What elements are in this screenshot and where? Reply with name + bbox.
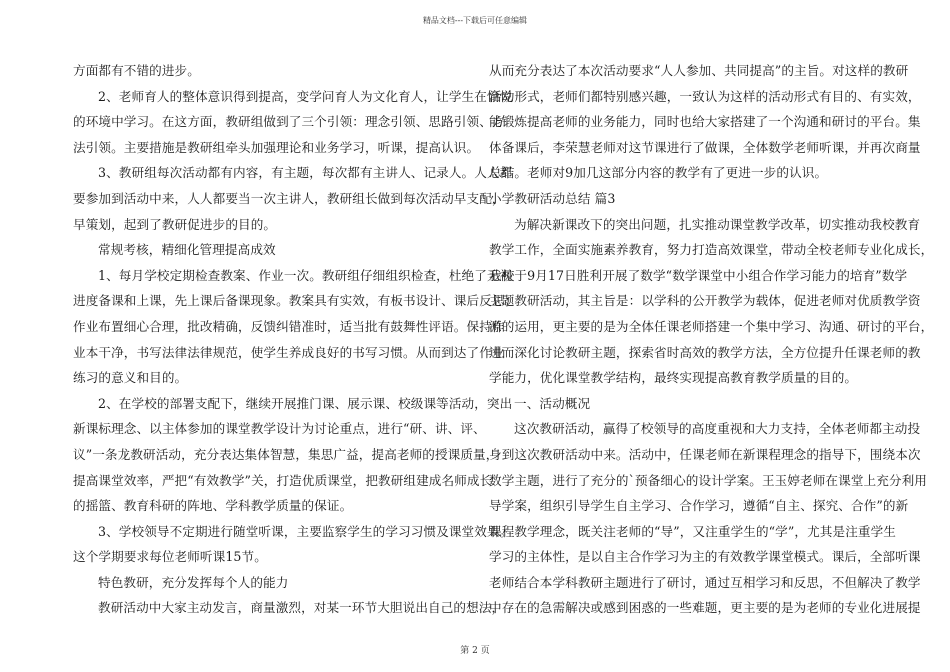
text-line: 一、活动概况	[514, 395, 591, 411]
text-line: 新课标理念、以主体参加的课堂教学设计为讨论重点，进行“研、讲、评、	[73, 421, 486, 437]
text-line: 导学案，组织引导学生自主学习、合作学习，遵循“自主、探究、合作”的新	[489, 498, 909, 514]
text-line: 3、教研组每次活动都有内容，有主题，每次都有主讲人、记录人。人人都	[98, 165, 513, 181]
text-line: 中存在的急需解决或感到困惑的一些难题，更主要的是为老师的专业化进展提	[489, 600, 921, 616]
text-line: 法引领。主要措施是教研组牵头加强理论和业务学习，听课，提高认识。	[73, 139, 480, 155]
text-line: 活动形式，老师们都特别感兴趣，一致认为这样的活动形式有目的、有实效，	[489, 88, 921, 104]
text-line: 的摇篮、教育科研的阵地、学科教学质量的保证。	[73, 498, 353, 514]
text-line: 课程教学理念，既关注老师的“导”，又注重学生的“学”，尤其是注重学生	[489, 523, 896, 539]
right-column	[489, 58, 934, 621]
text-line: 教研活动中大家主动发言，商量激烈，对某一环节大胆说出自己的想法，	[98, 600, 505, 616]
text-line: 学能力，优化课堂教学结构，最终实现提高教育教学质量的目的。	[489, 370, 858, 386]
text-line: 从而充分表达了本次活动要求“人人参加、共同提高”的主旨。对这样的教研	[489, 63, 909, 78]
text-line: 的环境中学习。在这方面，教研组做到了三个引领：理念引领、思路引领、方	[73, 114, 505, 130]
text-line: 议”一条龙教研活动，充分表达集体智慧，集思广益，提高老师的授课质量，	[73, 446, 499, 462]
text-line: 常规考核，精细化管理提高成效	[98, 242, 276, 258]
text-line: 2、在学校的部署支配下，继续开展推门课、展示课、校级课等活动，突出	[98, 395, 513, 411]
text-line: 进而深化讨论教研主题，探索省时高效的教学方法，全方位提升任课老师的教	[489, 344, 921, 360]
text-line: 练习的意义和目的。	[73, 370, 188, 386]
page-header: 精品文档---下载后可任意编辑	[422, 16, 528, 25]
text-line: 老师结合本学科教研主题进行了研讨，通过互相学习和反思，不但解决了教学	[489, 574, 921, 590]
text-line: 这个学期要求每位老师听课15节。	[73, 549, 267, 565]
text-line: 早策划，起到了教研促进步的目的。	[73, 216, 277, 232]
text-line: 我校于9月17日胜利开展了数学“数学课堂中小组合作学习能力的培育”数学	[489, 267, 908, 283]
text-line: 教学工作，全面实施素养教育，努力打造高效课堂，带动全校老师专业化成长，	[489, 242, 934, 258]
text-line: 数学主题，进行了充分的`预备细心的设计学案。王玉婷老师在课堂上充分利用	[489, 472, 927, 488]
text-line: 提高课堂效率，严把“有效教学”关，打造优质课堂，把教研组建成名师成长	[73, 472, 493, 488]
text-line: 2、老师育人的整体意识得到提高，变学问育人为文化育人，让学生在愉悦	[98, 88, 513, 104]
text-line: 要参加到活动中来，人人都要当一次主讲人，教研组长做到每次活动早支配，	[73, 190, 505, 206]
left-column	[73, 58, 518, 621]
text-line: 进度备课和上课，先上课后备课现象。教案具有实效，有板书设计、课后反思；	[73, 293, 518, 309]
text-line: 体备课后，李荣慧老师对这节课进行了做课，全体数学老师听课，并再次商量	[489, 139, 921, 155]
text-line: 3、学校领导不定期进行随堂听课，主要监察学生的学习习惯及课堂效果。	[98, 523, 513, 539]
text-line: 这次教研活动，赢得了校领导的高度重视和大力支持，全体老师都主动投	[514, 421, 921, 437]
text-line: 小学教研活动总结 篇3	[489, 190, 616, 206]
text-line: 方面都有不错的进步。	[73, 63, 200, 78]
text-line: 主题教研活动，其主旨是：以学科的公开教学为载体，促进老师对优质教学资	[489, 293, 921, 309]
text-line: 特色教研，充分发挥每个人的能力	[98, 574, 289, 590]
text-line: 作业布置细心合理，批改精确，反馈纠错准时，适当批有鼓舞性评语。保持作	[73, 318, 505, 334]
page-number: 第 2 页	[460, 646, 490, 656]
text-line: 为解决新课改下的突出问题，扎实推动课堂教学改革，切实推动我校教育	[514, 216, 921, 232]
text-line: 能锻炼提高老师的业务能力，同时也给大家搭建了一个沟通和研讨的平台。集	[489, 114, 921, 130]
text-line: 学习的主体性，是以自主合作学习为主的有效教学课堂模式。课后，全部听课	[489, 549, 921, 565]
text-line: 身到这次教研活动中来。活动中，任课老师在新课程理念的指导下，围绕本次	[489, 446, 921, 462]
text-line: 1、每月学校定期检查教案、作业一次。教研组仔细组织检查，杜绝了无视	[98, 267, 513, 283]
text-line: 源的运用，更主要的是为全体任课老师搭建一个集中学习、沟通、研讨的平台，	[489, 318, 934, 334]
text-line: 业本干净，书写法律法律规范，使学生养成良好的书写习惯。从而到达了作业	[73, 344, 505, 360]
text-line: 总结。老师对9加几这部分内容的教学有了更进一步的认识。	[489, 165, 828, 181]
